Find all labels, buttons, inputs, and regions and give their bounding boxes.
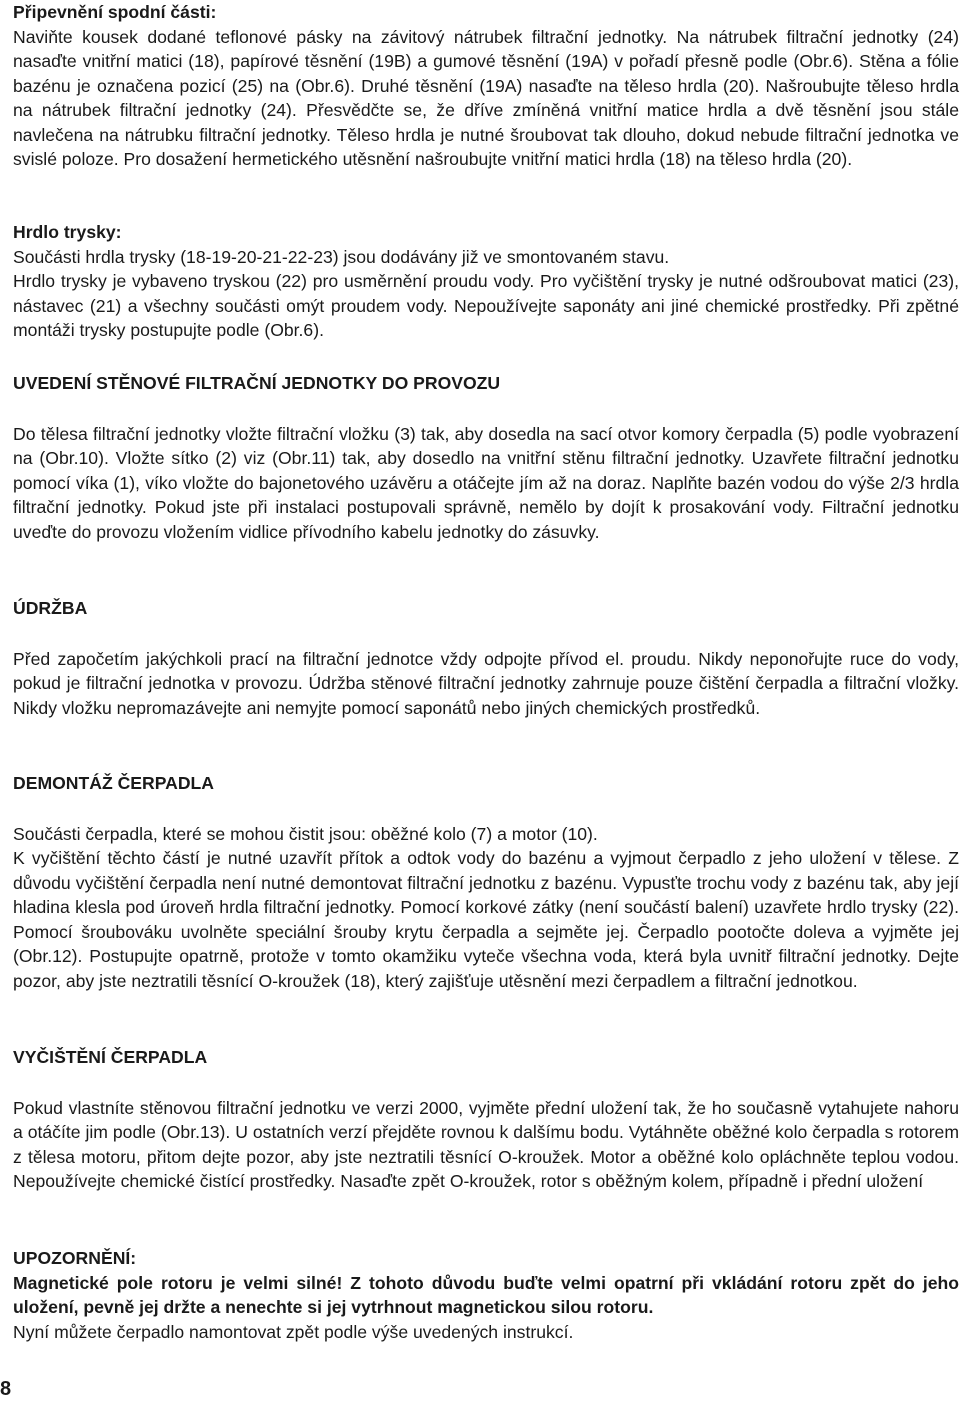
section-warning [13,1246,959,1344]
section-title-maintenance: ÚDRŽBA [13,598,88,618]
section-maintenance [13,596,959,720]
section-text-dismantling-1: Součásti čerpadla, které se mohou čistit jsou: oběžné kolo (7) a motor (10). [13,823,598,844]
section-text-maintenance: Před započetím jakýchkoli prací na filtrační jednotce vždy odpojte přívod el. proudu. Nikdy neponořujte ruce do vody, pokud je filtrační jednotka v provozu. Údržba stěnové filtrační jednotky zahrnuje pouze čištění čerpadla a filtrační vložky. Nikdy vložku nepromazávejte ani nemyjte pomocí saponátů nebo jiných chemických prostředků. [13,648,959,718]
section-title-attachment: Připevnění spodní části: [13,2,217,22]
section-text-nozzle-1: Součásti hrdla trysky (18-19-20-21-22-23) jsou dodávány již ve smontovaném stavu. [13,246,670,267]
section-text-nozzle-2: Hrdlo trysky je vybaveno tryskou (22) pro usměrnění proudu vody. Pro vyčištění trysky je nutné odšroubovat matici (23), nástavec (21) a všechny součásti omýt proudem vody. Nepoužívejte saponáty ani jiné chemické prostředky. Při zpětné montáži trysky postupujte podle (Obr.6). [13,271,959,340]
section-startup [13,371,959,544]
section-title-startup: UVEDENÍ STĚNOVÉ FILTRAČNÍ JEDNOTKY DO PROVOZU [13,373,501,393]
section-dismantling [13,771,959,993]
section-title-dismantling: DEMONTÁŽ ČERPADLA [13,773,215,793]
section-text-cleaning: Pokud vlastníte stěnovou filtrační jednotku ve verzi 2000, vyjměte přední uložení tak, že ho současně vytahujete nahoru a otáčíte jim podle (Obr.13). U ostatních verzí přejděte rovnou k dalšímu bodu. Vytáhněte oběžné kolo čerpadla s rotorem z tělesa motoru, přitom dejte pozor, aby jste neztratili těsnící O-kroužek. Motor a oběžné kolo opláchněte teplou vodou. Nepoužívejte chemické čistící prostředky. Nasaďte zpět O-kroužek, rotor s oběžným kolem, případně i přední uložení [13,1097,959,1191]
section-nozzle [13,220,959,343]
section-text-dismantling-2: K vyčištění těchto částí je nutné uzavřít přítok a odtok vody do bazénu a vyjmout čerpadlo z jeho uložení v tělese. Z důvodu vyčištění čerpadla není nutné demontovat filtrační jednotku z bazénu. Vypusťte trochu vody z bazénu tak, aby její hladina klesla pod úroveň hrdla filtrační jednotky. Pomocí korkové zátky (není součástí balení) uzavřete hrdlo trysky (22). Pomocí šroubováku uvolněte speciální šrouby krytu čerpadla a sejměte jej. Čerpadlo pootočte doleva a vyjměte jej (Obr.12). Postupujte opatrně, protože v tomto okamžiku vyteče všechna voda, která byla uvnitř filtrační jednotky. Dejte pozor, aby jste neztratili těsnící O-kroužek (18), který zajišťuje utěsnění mezi čerpadlem a filtrační jednotkou. [13,848,959,991]
warning-text: Nyní můžete čerpadlo namontovat zpět podle výše uvedených instrukcí. [13,1321,574,1342]
section-attachment [13,0,959,172]
section-title-nozzle: Hrdlo trysky: [13,222,122,242]
section-text-startup: Do tělesa filtrační jednotky vložte filtrační vložku (3) tak, aby dosedla na sací otvor komory čerpadla (5) podle vyobrazení na (Obr.10). Vložte sítko (2) viz (Obr.11) tak, aby dosedlo na vnitřní stěnu filtrační jednotky. Uzavřete filtrační jednotku pomocí víka (1), víko vložte do bajonetového uzávěru a otáčejte jím až na doraz. Naplňte bazén vodou do výše 2/3 hrdla filtrační jednotky. Pokud jste při instalaci postupovali správně, nemělo by dojít k prosakování vody. Filtrační jednotku uveďte do provozu vložením vidlice přívodního kabelu jednotky do zásuvky. [13,423,959,542]
section-title-cleaning: VYČIŠTĚNÍ ČERPADLA [13,1047,208,1067]
section-text-attachment: Naviňte kousek dodané teflonové pásky na závitový nátrubek filtrační jednotky. Na nátrubek filtrační jednotky (24) nasaďte vnitřní matici (18), papírové těsnění (19B) a gumové těsnění (19A) v pořadí přesně podle (Obr.6). Stěna a fólie bazénu je označena pozicí (25) na (Obr.6). Druhé těsnění (19A) nasaďte na těleso hrdla (20). Našroubujte těleso hrdla na nátrubek filtrační jednotky (24). Přesvědčte se, že dříve zmíněná vnitřní matice hrdla a dvě těsnění jsou stále navlečena na nátrubku filtrační jednotky. Těleso hrdla je nutné šroubovat tak dlouho, dokud nebude filtrační jednotka ve svislé poloze. Pro dosažení hermetického utěsnění našroubujte vnitřní matici hrdla (18) na těleso hrdla (20). [13,26,959,169]
warning-bold-text: Magnetické pole rotoru je velmi silné! Z tohoto důvodu buďte velmi opatrní při vkládání rotoru zpět do jeho uložení, pevně jej držte a nenechte si jej vytrhnout magnetickou silou rotoru. [13,1272,959,1317]
section-cleaning [13,1045,959,1194]
section-title-warning: UPOZORNĚNÍ: [13,1248,137,1268]
page-number: 8 [0,1378,12,1400]
